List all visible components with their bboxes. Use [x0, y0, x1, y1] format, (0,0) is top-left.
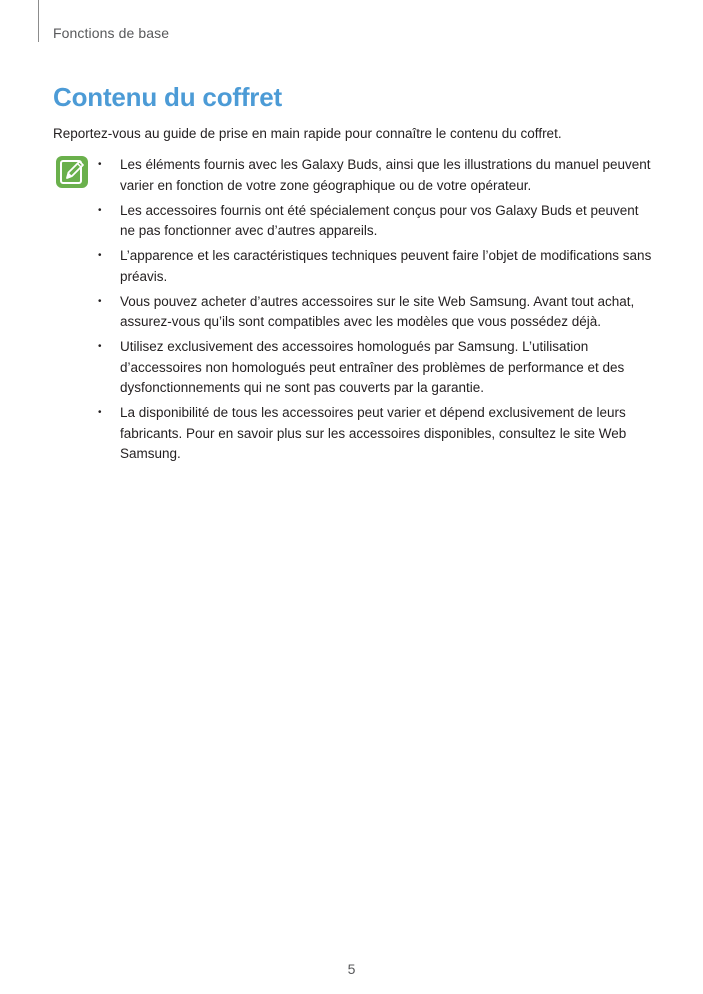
note-text: La disponibilité de tous les accessoires peut varier et dépend exclusivement de leurs fabricants. Pour en savoir plus sur les accessoires disponibles, consultez le site Web Samsung.: [120, 405, 627, 461]
list-item: [98, 403, 653, 465]
note-pencil-icon: [55, 155, 89, 189]
page-title: Contenu du coffret: [53, 82, 282, 112]
list-item: [98, 155, 653, 196]
page-number: 5: [347, 961, 356, 977]
list-item: [98, 201, 653, 242]
note-text: Utilisez exclusivement des accessoires homologués par Samsung. L’utilisation d’accessoires non homologués peut entraîner des problèmes de performance et des dysfonctionnements qui ne sont pas couverts par la garantie.: [120, 339, 625, 395]
notes-list: [98, 155, 653, 469]
bullet: •: [98, 407, 102, 418]
note-text: L’apparence et les caractéristiques techniques peuvent faire l’objet de modifications sans préavis.: [120, 248, 652, 284]
bullet: •: [98, 204, 102, 216]
header-divider: [38, 0, 39, 42]
intro-paragraph: Reportez-vous au guide de prise en main rapide pour connaître le contenu du coffret.: [53, 126, 562, 141]
bullet: •: [98, 250, 102, 261]
list-item: [98, 292, 653, 333]
list-item: [98, 337, 653, 399]
bullet: •: [98, 159, 102, 170]
section-header: Fonctions de base: [53, 25, 170, 41]
note-text: Les éléments fournis avec les Galaxy Buds, ainsi que les illustrations du manuel peuvent varier en fonction de votre zone géographique ou de votre opérateur.: [120, 157, 651, 193]
list-item: [98, 246, 653, 287]
bullet: •: [98, 341, 102, 352]
bullet: •: [98, 295, 102, 307]
note-text: Les accessoires fournis ont été spécialement conçus pour vos Galaxy Buds et peuvent ne pas fonctionner avec d’autres appareils.: [120, 202, 639, 238]
note-text: Vous pouvez acheter d’autres accessoires sur le site Web Samsung. Avant tout achat, assurez-vous qu’ils sont compatibles avec les modèles que vous possédez déjà.: [120, 293, 635, 329]
